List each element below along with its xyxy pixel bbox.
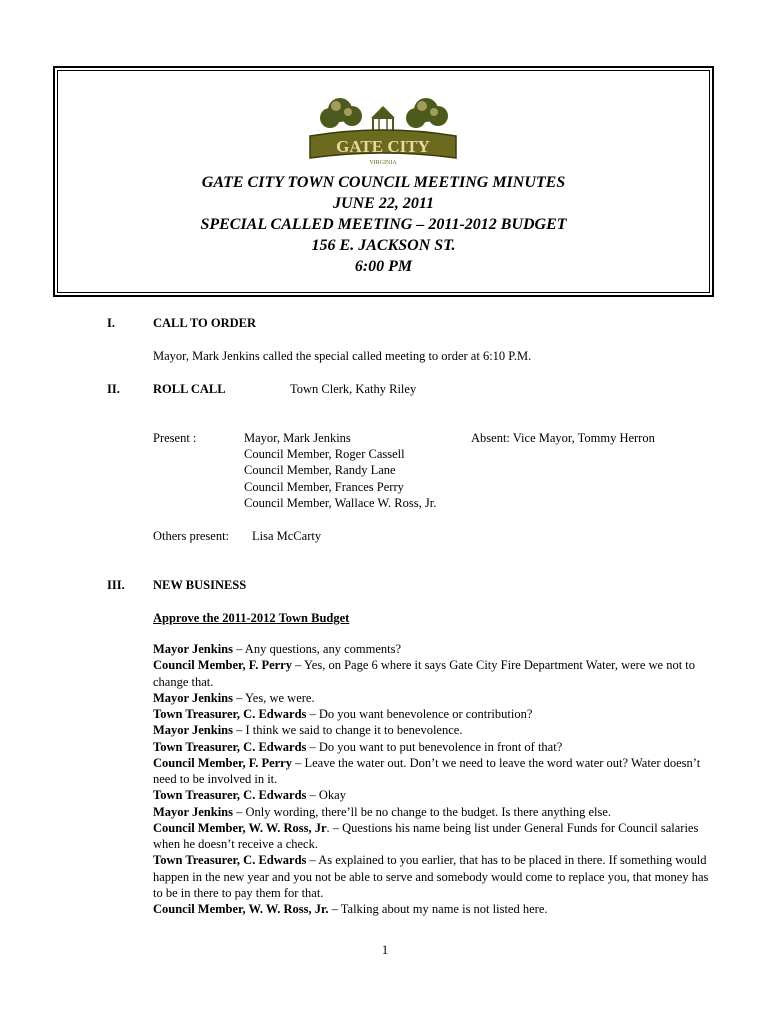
section-number-2: II. xyxy=(107,382,120,396)
speaker: Mayor Jenkins xyxy=(153,690,233,705)
dialog-line xyxy=(153,722,713,738)
page-number: 1 xyxy=(381,943,389,957)
others-present-name: Lisa McCarty xyxy=(252,529,322,543)
town-clerk: Town Clerk, Kathy Riley xyxy=(290,382,417,396)
present-member: Mayor, Mark Jenkins xyxy=(244,431,351,445)
present-member: Council Member, Frances Perry xyxy=(244,480,404,494)
present-label: Present : xyxy=(153,431,197,445)
statement: – Leave the water out. Don’t we need to leave the word water out? Water doesn’t need to be involved in it. xyxy=(153,755,701,786)
speaker: Town Treasurer, C. Edwards xyxy=(153,739,307,754)
dialog-line xyxy=(153,787,713,803)
dialog-line xyxy=(153,901,713,917)
dialog-transcript xyxy=(153,641,713,917)
statement: – Do you want to put benevolence in front of that? xyxy=(306,739,563,754)
dialog-line xyxy=(153,804,713,820)
dialog-line xyxy=(153,852,713,901)
speaker: Mayor Jenkins xyxy=(153,642,233,656)
present-member: Council Member, Wallace W. Ross, Jr. xyxy=(244,496,437,510)
present-member: Council Member, Randy Lane xyxy=(244,463,396,477)
statement: . – Questions his name being list under General Funds for Council salaries when he doesn’t receive a check. xyxy=(153,820,699,851)
statement: – Yes, on Page 6 where it says Gate City Fire Department Water, were we not to change that. xyxy=(153,658,696,689)
speaker: Council Member, F. Perry xyxy=(153,755,292,770)
dialog-line xyxy=(153,706,713,722)
present-member: Council Member, Roger Cassell xyxy=(244,447,405,461)
dialog-line xyxy=(153,820,713,853)
dialog-line xyxy=(153,690,713,706)
speaker: Council Member, W. W. Ross, Jr. xyxy=(153,902,329,916)
speaker: Council Member, W. W. Ross, Jr xyxy=(153,820,327,835)
speaker: Mayor Jenkins xyxy=(153,804,233,819)
absent-member: Absent: Vice Mayor, Tommy Herron xyxy=(471,431,655,445)
section-title-roll-call: ROLL CALL xyxy=(153,382,226,396)
meeting-title xyxy=(53,172,714,277)
logo-text: GATE CITY xyxy=(336,137,430,156)
statement: – As explained to you earlier, that has to be placed in there. If something would happen in the new year and you not be able to serve and somebody would come to replace you, that money has to be in there to pay them for that. xyxy=(153,853,709,900)
gate-city-logo xyxy=(300,88,466,172)
statement: – Any questions, any comments? xyxy=(233,642,402,656)
section-number-1: I. xyxy=(107,316,115,330)
others-present-label: Others present: xyxy=(153,529,230,543)
call-to-order-text: Mayor, Mark Jenkins called the special called meeting to order at 6:10 P.M. xyxy=(153,349,532,363)
title-line-4: 156 E. JACKSON ST. xyxy=(311,237,456,254)
title-line-1: GATE CITY TOWN COUNCIL MEETING MINUTES xyxy=(201,174,566,191)
speaker: Town Treasurer, C. Edwards xyxy=(153,707,307,721)
title-line-5: 6:00 PM xyxy=(354,258,413,275)
section-number-3: III. xyxy=(107,578,125,592)
speaker: Town Treasurer, C. Edwards xyxy=(153,788,307,803)
statement: – Only wording, there’ll be no change to the budget. Is there anything else. xyxy=(233,804,612,819)
title-line-3: SPECIAL CALLED MEETING – 2011-2012 BUDGET xyxy=(200,216,567,233)
statement: – Talking about my name is not listed here. xyxy=(328,902,548,916)
section-title-new-business: NEW BUSINESS xyxy=(153,578,247,592)
statement: – Yes, we were. xyxy=(233,690,315,705)
dialog-line xyxy=(153,755,713,788)
dialog-line xyxy=(153,641,713,657)
section-title-call-to-order: CALL TO ORDER xyxy=(153,316,257,330)
speaker: Mayor Jenkins xyxy=(153,723,233,738)
logo-subtext: VIRGINIA xyxy=(369,160,397,166)
statement: – Okay xyxy=(306,788,346,803)
dialog-line xyxy=(153,657,713,690)
speaker: Council Member, F. Perry xyxy=(153,658,292,673)
speaker: Town Treasurer, C. Edwards xyxy=(153,853,307,868)
statement: – I think we said to change it to benevolence. xyxy=(233,723,463,738)
dialog-line xyxy=(153,739,713,755)
budget-subtitle: Approve the 2011-2012 Town Budget xyxy=(153,611,350,625)
statement: – Do you want benevolence or contribution? xyxy=(306,707,533,721)
title-line-2: JUNE 22, 2011 xyxy=(333,195,434,212)
